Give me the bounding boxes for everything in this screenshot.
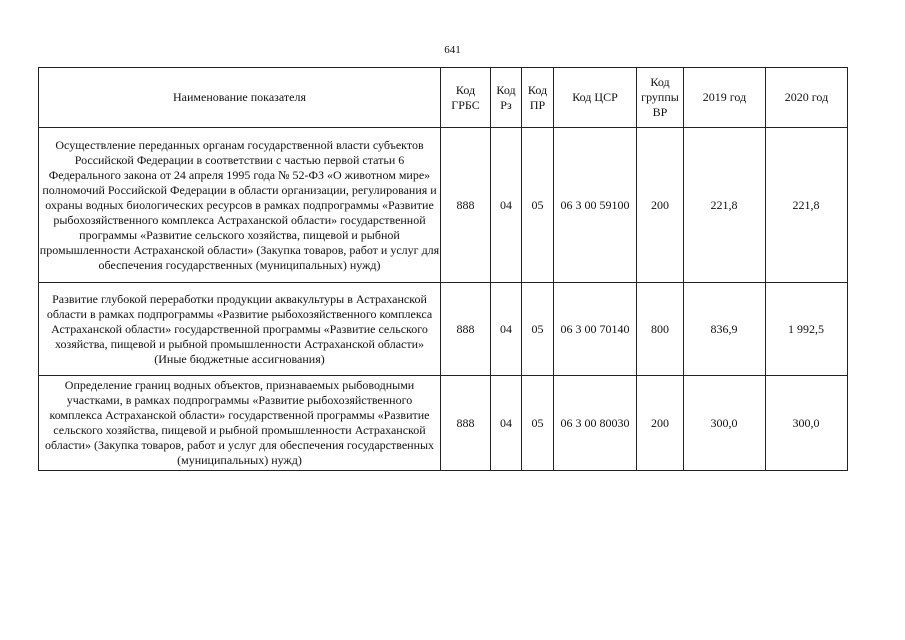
table-row — [39, 128, 848, 283]
header-vr: Код группы ВР — [637, 68, 684, 128]
row-grbs: 888 — [441, 283, 491, 376]
row-csr: 06 3 00 80030 — [554, 376, 637, 471]
row-rz: 04 — [491, 283, 522, 376]
row-2020 — [766, 128, 848, 283]
row-2020 — [766, 283, 848, 376]
table-row — [39, 376, 848, 471]
row-2020-value: 1 992,5 — [788, 321, 824, 336]
header-2019: 2019 год — [684, 68, 766, 128]
budget-table — [38, 67, 848, 471]
row-grbs: 888 — [441, 376, 491, 471]
row-vr: 200 — [637, 128, 684, 283]
header-name: Наименование показателя — [39, 68, 441, 128]
row-2020-value: 300,0 — [792, 415, 820, 430]
row-2019-value: 836,9 — [710, 321, 738, 336]
row-2019 — [684, 283, 766, 376]
row-2019 — [684, 376, 766, 471]
row-name: Осуществление переданных органам государственной власти субъектов Российской Федерации в соответствии с частью первой статьи 6 Федерального закона от 24 апреля 1995 года № 52-ФЗ «О животном мире» полномочий Российской Федерации в области организации, регулирования и охраны водных биологических ресурсов в рамках подпрограммы «Развитие рыбохозяйственного комплекса Астраханской области» государственной программы «Развитие сельского хозяйства, пищевой и рыбной промышленности Астраханской области» (Закупка товаров, работ и услуг для обеспечения государственных (муниципальных) нужд) — [39, 128, 441, 283]
row-pr: 05 — [522, 376, 554, 471]
table-row — [39, 283, 848, 376]
row-2019 — [684, 128, 766, 283]
row-name: Определение границ водных объектов, признаваемых рыбоводными участками, в рамках подпрограммы «Развитие рыбохозяйственного комплекса Астраханской области» государственной программы «Развитие сельского хозяйства, пищевой и рыбной промышленности Астраханской области» (Закупка товаров, работ и услуг для обеспечения государственных (муниципальных) нужд) — [39, 376, 441, 471]
header-csr: Код ЦСР — [554, 68, 637, 128]
row-csr: 06 3 00 59100 — [554, 128, 637, 283]
row-name: Развитие глубокой переработки продукции аквакультуры в Астраханской области в рамках подпрограммы «Развитие рыбохозяйственного комплекса Астраханской области» государственной программы «Развитие сельского хозяйства, пищевой и рыбной промышленности Астраханской области» (Иные бюджетные ассигнования) — [39, 283, 441, 376]
row-grbs: 888 — [441, 128, 491, 283]
row-pr: 05 — [522, 283, 554, 376]
header-grbs: Код ГРБС — [441, 68, 491, 128]
header-rz: Код Рз — [491, 68, 522, 128]
header-row — [39, 68, 848, 128]
header-pr: Код ПР — [522, 68, 554, 128]
row-vr: 800 — [637, 283, 684, 376]
header-2020: 2020 год — [766, 68, 848, 128]
row-rz: 04 — [491, 376, 522, 471]
row-2019-value: 221,8 — [710, 197, 738, 212]
row-2019-value: 300,0 — [710, 415, 738, 430]
row-2020 — [766, 376, 848, 471]
row-2020-value: 221,8 — [792, 197, 820, 212]
row-pr: 05 — [522, 128, 554, 283]
row-vr: 200 — [637, 376, 684, 471]
page-number: 641 — [444, 44, 461, 56]
row-csr: 06 3 00 70140 — [554, 283, 637, 376]
row-rz: 04 — [491, 128, 522, 283]
